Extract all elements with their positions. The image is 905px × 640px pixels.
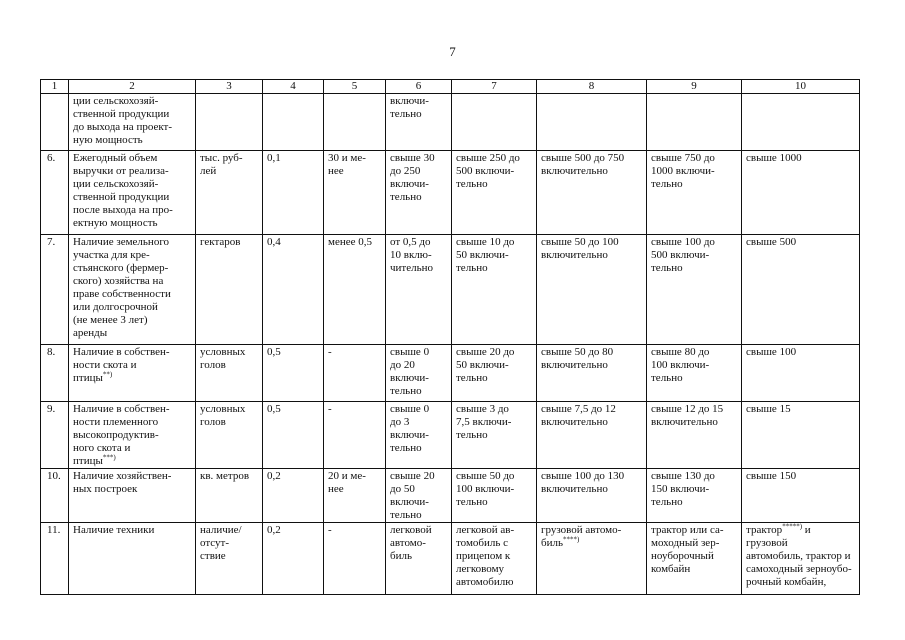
table-cell: свыше 12 до 15 включительно <box>647 402 742 469</box>
table-cell: 30 и ме- нее <box>324 151 386 235</box>
table-cell: свыше 30 до 250 включи- тельно <box>386 151 452 235</box>
table-cell <box>647 94 742 151</box>
table-cell: свыше 100 до 130 включительно <box>537 469 647 523</box>
table-cell: свыше 7,5 до 12 включительно <box>537 402 647 469</box>
table-cell: свыше 100 до 500 включи- тельно <box>647 235 742 345</box>
table-cell: 0,1 <box>263 151 324 235</box>
table-cell: менее 0,5 <box>324 235 386 345</box>
table-cell <box>452 94 537 151</box>
column-number: 5 <box>324 80 386 94</box>
table-cell: включи- тельно <box>386 94 452 151</box>
table-cell: - <box>324 402 386 469</box>
table-cell: свыше 50 до 100 включительно <box>537 235 647 345</box>
table-cell: свыше 20 до 50 включи- тельно <box>386 469 452 523</box>
table-row <box>41 402 860 469</box>
table-cell: свыше 100 <box>742 345 860 402</box>
footnote-mark: ****) <box>563 535 580 544</box>
table-row <box>41 94 860 151</box>
column-number: 1 <box>41 80 69 94</box>
table-cell: свыше 80 до 100 включи- тельно <box>647 345 742 402</box>
table-cell: гектаров <box>196 235 263 345</box>
table-cell: 20 и ме- нее <box>324 469 386 523</box>
column-number: 8 <box>537 80 647 94</box>
table-cell: тыс. руб- лей <box>196 151 263 235</box>
table-cell: 0,4 <box>263 235 324 345</box>
column-number: 7 <box>452 80 537 94</box>
table-cell <box>196 94 263 151</box>
table-row <box>41 345 860 402</box>
table-cell: Наличие хозяйствен- ных построек <box>69 469 196 523</box>
table-cell: 7. <box>41 235 69 345</box>
table-cell: 6. <box>41 151 69 235</box>
table-cell: условных голов <box>196 402 263 469</box>
table-cell: свыше 50 до 80 включительно <box>537 345 647 402</box>
table-cell: Наличие в собствен- ности скота и птицы**) <box>69 345 196 402</box>
table-cell: 8. <box>41 345 69 402</box>
column-number: 10 <box>742 80 860 94</box>
column-number: 6 <box>386 80 452 94</box>
table-cell: кв. метров <box>196 469 263 523</box>
table-cell <box>742 94 860 151</box>
table-cell: 10. <box>41 469 69 523</box>
table-cell <box>263 94 324 151</box>
column-number: 3 <box>196 80 263 94</box>
table-row <box>41 151 860 235</box>
column-number: 9 <box>647 80 742 94</box>
column-number: 2 <box>69 80 196 94</box>
table-row <box>41 523 860 595</box>
table-cell <box>324 94 386 151</box>
table-cell: Ежегодный объем выручки от реализа- ции сельскохозяй- ственной продукции после выхода на про- ектную мощность <box>69 151 196 235</box>
table-cell: свыше 3 до 7,5 включи- тельно <box>452 402 537 469</box>
table-cell: Наличие техники <box>69 523 196 595</box>
column-number: 4 <box>263 80 324 94</box>
footnote-mark: **) <box>102 370 113 379</box>
table-cell: Наличие земельного участка для кре- стьянского (фермер- ского) хозяйства на праве собственности или долгосрочной (не менее 3 лет) аренды <box>69 235 196 345</box>
criteria-table <box>40 79 860 595</box>
table-cell <box>41 94 69 151</box>
table-cell: трактор или са- моходный зер- ноуборочный комбайн <box>647 523 742 595</box>
table-cell: ции сельскохозяй- ственной продукции до выхода на проект- ную мощность <box>69 94 196 151</box>
table-cell: легковой ав- томобиль с прицепом к легковому автомобилю <box>452 523 537 595</box>
table-cell: свыше 500 <box>742 235 860 345</box>
table-cell: свыше 50 до 100 включи- тельно <box>452 469 537 523</box>
table-cell <box>537 94 647 151</box>
table-cell: свыше 0 до 20 включи- тельно <box>386 345 452 402</box>
table-cell: свыше 0 до 3 включи- тельно <box>386 402 452 469</box>
table-cell: наличие/ отсут- ствие <box>196 523 263 595</box>
table-cell: Наличие в собствен- ности племенного высокопродуктив- ного скота и птицы***) <box>69 402 196 469</box>
table-header-row <box>41 80 860 94</box>
table-row <box>41 469 860 523</box>
table-cell: 9. <box>41 402 69 469</box>
table-cell: 0,5 <box>263 402 324 469</box>
table-cell: свыше 15 <box>742 402 860 469</box>
table-cell: свыше 20 до 50 включи- тельно <box>452 345 537 402</box>
table-cell: - <box>324 523 386 595</box>
table-cell: свыше 250 до 500 включи- тельно <box>452 151 537 235</box>
table-cell: 0,2 <box>263 469 324 523</box>
table-cell: трактор*****) и грузовой автомобиль, трактор и самоходный зерноубо- рочный комбайн, <box>742 523 860 595</box>
table-cell: свыше 10 до 50 включи- тельно <box>452 235 537 345</box>
table-cell: грузовой автомо- биль****) <box>537 523 647 595</box>
footnote-mark: *****) <box>782 522 803 531</box>
table-cell: 0,2 <box>263 523 324 595</box>
table-cell: условных голов <box>196 345 263 402</box>
table-cell: от 0,5 до 10 вклю- чительно <box>386 235 452 345</box>
table-cell: свыше 150 <box>742 469 860 523</box>
table-cell: легковой автомо- биль <box>386 523 452 595</box>
table-cell: свыше 1000 <box>742 151 860 235</box>
table-cell: 11. <box>41 523 69 595</box>
table-row <box>41 235 860 345</box>
table-cell: свыше 750 до 1000 включи- тельно <box>647 151 742 235</box>
table-cell: 0,5 <box>263 345 324 402</box>
table-cell: свыше 130 до 150 включи- тельно <box>647 469 742 523</box>
table-cell: свыше 500 до 750 включительно <box>537 151 647 235</box>
footnote-mark: ***) <box>102 453 116 462</box>
table-cell: - <box>324 345 386 402</box>
page-number: 7 <box>449 44 456 59</box>
